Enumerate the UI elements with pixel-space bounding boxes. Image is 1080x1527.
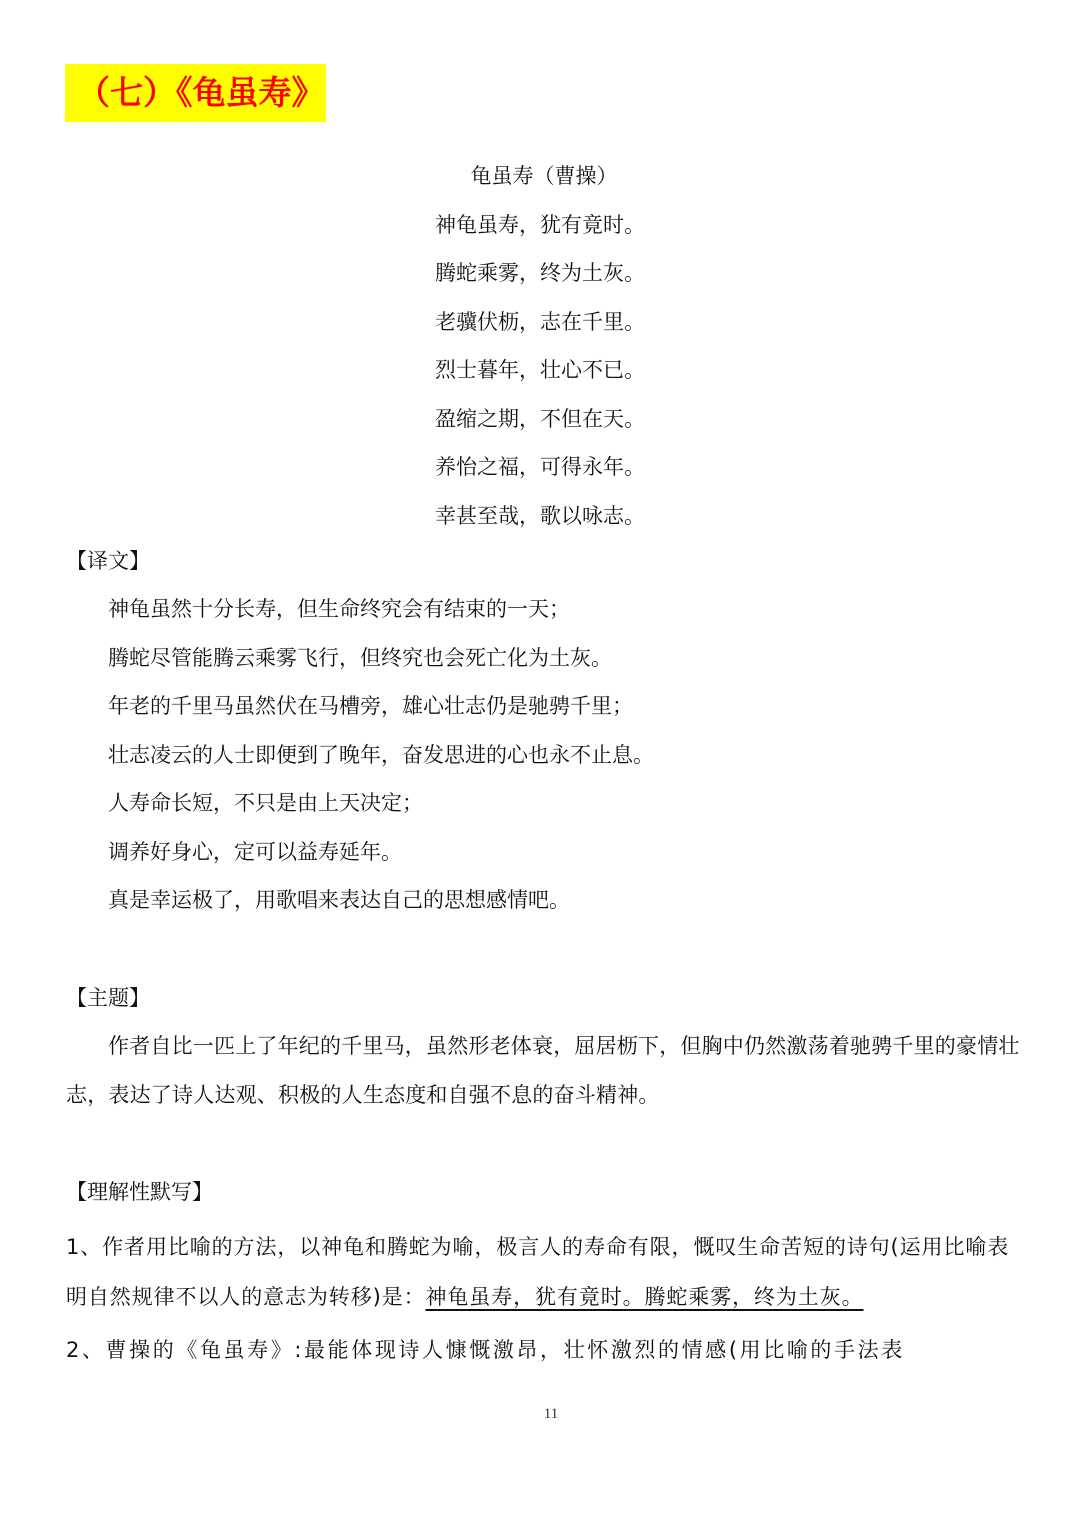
dictation-question-2 bbox=[66, 1325, 1026, 1375]
poem-line: 盈缩之期，不但在天。 bbox=[435, 406, 645, 431]
dictation-label: 【理解性默写】 bbox=[66, 1180, 213, 1204]
translation-line: 年老的千里马虽然伏在马槽旁，雄心壮志仍是驰骋千里； bbox=[108, 694, 633, 718]
answer-text: 神龟虽寿，犹有竟时。腾蛇乘雾，终为土灰。 bbox=[425, 1285, 864, 1309]
theme-paragraph: 作者自比一匹上了年纪的千里马，虽然形老体衰，屈居枥下，但胸中仍然激荡着驰骋千里的豪情壮志，表达了诗人达观、积极的人生态度和自强不息的奋斗精神。 bbox=[66, 1034, 1020, 1107]
translation-line: 神龟虽然十分长寿，但生命终究会有结束的一天； bbox=[108, 597, 570, 621]
translation-line: 人寿命长短，不只是由上天决定； bbox=[108, 791, 423, 815]
translation-line: 真是幸运极了，用歌唱来表达自己的思想感情吧。 bbox=[108, 888, 570, 912]
dictation-question-1 bbox=[66, 1222, 1026, 1322]
translation-line: 腾蛇尽管能腾云乘雾飞行，但终究也会死亡化为土灰。 bbox=[108, 645, 612, 670]
poem-line: 腾蛇乘雾，终为土灰。 bbox=[435, 261, 645, 285]
page-number: 11 bbox=[543, 1406, 559, 1422]
translation-line: 壮志凌云的人士即便到了晚年，奋发思进的心也永不止息。 bbox=[108, 742, 654, 767]
poem-block bbox=[0, 152, 1080, 540]
poem-line: 神龟虽寿，犹有竟时。 bbox=[435, 212, 645, 237]
theme-label: 【主题】 bbox=[66, 986, 150, 1010]
section-heading-box bbox=[65, 64, 326, 122]
translation-label: 【译文】 bbox=[66, 549, 150, 573]
translation-block bbox=[108, 585, 654, 925]
section-heading: （七）《龟虽寿》 bbox=[77, 73, 325, 112]
question-text: 1、作者用比喻的方法，以神龟和腾蛇为喻，极言人的寿命有限，慨叹生命苦短的诗句(运用比喻表明自然规律不以人的意志为转移)是： bbox=[66, 1235, 1010, 1309]
question-text: 2、曹操的《龟虽寿》:最能体现诗人慷慨激昂，壮怀激烈的情感(用比喻的手法表 bbox=[66, 1338, 905, 1362]
poem-line: 老骥伏枥，志在千里。 bbox=[435, 309, 645, 334]
poem-line: 养怡之福，可得永年。 bbox=[435, 455, 645, 479]
translation-line: 调养好身心，定可以益寿延年。 bbox=[108, 839, 402, 864]
poem-title: 龟虽寿（曹操） bbox=[470, 164, 618, 188]
poem-line: 烈士暮年，壮心不已。 bbox=[435, 358, 645, 382]
poem-line: 幸甚至哉，歌以咏志。 bbox=[435, 503, 645, 528]
